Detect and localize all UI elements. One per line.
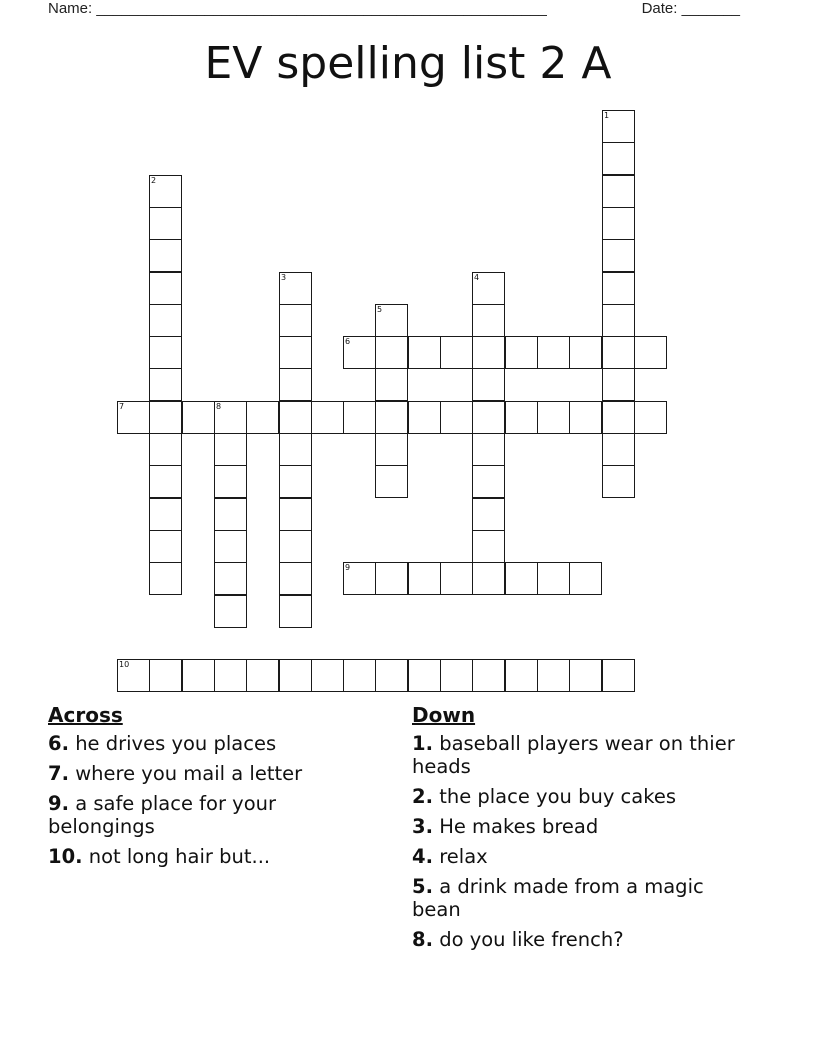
- grid-cell[interactable]: [505, 336, 538, 369]
- grid-cell[interactable]: [279, 498, 312, 531]
- grid-cell[interactable]: [149, 530, 182, 563]
- clue-text: he drives you places: [75, 732, 277, 755]
- grid-cell[interactable]: [149, 401, 182, 434]
- grid-cell[interactable]: [472, 659, 505, 692]
- grid-cell[interactable]: [472, 401, 505, 434]
- grid-cell[interactable]: [440, 562, 473, 595]
- clue-text: the place you buy cakes: [439, 785, 676, 808]
- grid-cell[interactable]: [375, 368, 408, 401]
- grid-cell[interactable]: [149, 207, 182, 240]
- grid-cell[interactable]: [375, 433, 408, 466]
- grid-cell[interactable]: [214, 530, 247, 563]
- clue-number: 10.: [48, 845, 83, 868]
- clue-number-label: 9: [345, 563, 351, 572]
- date-field-label[interactable]: Date: _______: [641, 0, 740, 17]
- across-clue: [48, 732, 378, 755]
- grid-cell[interactable]: [440, 401, 473, 434]
- grid-cell[interactable]: [149, 498, 182, 531]
- grid-cell[interactable]: [537, 401, 570, 434]
- clue-text: baseball players wear on thier heads: [412, 732, 735, 778]
- grid-cell[interactable]: [343, 659, 376, 692]
- down-clue: [412, 928, 752, 951]
- grid-cell[interactable]: [505, 562, 538, 595]
- grid-cell[interactable]: [343, 336, 376, 369]
- grid-cell[interactable]: [569, 336, 602, 369]
- clue-number: 5.: [412, 875, 433, 898]
- down-heading: Down: [412, 703, 476, 727]
- grid-cell[interactable]: [472, 530, 505, 563]
- grid-cell[interactable]: [246, 659, 279, 692]
- name-field-label[interactable]: Name: ______________________________________________________: [48, 0, 547, 17]
- grid-cell[interactable]: [214, 659, 247, 692]
- grid-cell[interactable]: [214, 562, 247, 595]
- grid-cell[interactable]: [311, 659, 344, 692]
- grid-cell[interactable]: [602, 239, 635, 272]
- grid-cell[interactable]: [149, 433, 182, 466]
- grid-cell[interactable]: [149, 239, 182, 272]
- grid-cell[interactable]: [440, 659, 473, 692]
- clue-number-label: 4: [474, 273, 480, 282]
- grid-cell[interactable]: [602, 659, 635, 692]
- grid-cell[interactable]: [634, 336, 667, 369]
- clue-text: a safe place for your belongings: [48, 792, 277, 838]
- grid-cell[interactable]: [279, 659, 312, 692]
- grid-cell[interactable]: [149, 562, 182, 595]
- across-heading: Across: [48, 703, 123, 727]
- grid-cell[interactable]: [246, 401, 279, 434]
- clue-number-label: 8: [216, 402, 222, 411]
- clue-text: not long hair but...: [88, 845, 271, 868]
- down-clue: [412, 732, 752, 778]
- down-clue: [412, 785, 752, 808]
- down-clues: [412, 702, 752, 958]
- grid-cell[interactable]: [343, 562, 376, 595]
- grid-cell[interactable]: [602, 433, 635, 466]
- grid-cell[interactable]: [602, 465, 635, 498]
- clue-number-label: 6: [345, 337, 351, 346]
- grid-cell[interactable]: [569, 562, 602, 595]
- grid-cell[interactable]: [537, 659, 570, 692]
- clue-text: relax: [439, 845, 488, 868]
- clue-number-label: 5: [377, 305, 383, 314]
- grid-cell[interactable]: [279, 304, 312, 337]
- page-title: EV spelling list 2 A: [204, 38, 612, 89]
- grid-cell[interactable]: [149, 465, 182, 498]
- grid-cell[interactable]: [602, 368, 635, 401]
- grid-cell[interactable]: [602, 304, 635, 337]
- grid-cell[interactable]: [602, 272, 635, 305]
- clue-number: 4.: [412, 845, 433, 868]
- grid-cell[interactable]: [375, 465, 408, 498]
- grid-cell[interactable]: [117, 659, 150, 692]
- grid-cell[interactable]: [375, 659, 408, 692]
- grid-cell[interactable]: [214, 433, 247, 466]
- clue-number-label: 3: [281, 273, 287, 282]
- grid-cell[interactable]: [537, 562, 570, 595]
- clue-text: where you mail a letter: [75, 762, 303, 785]
- across-clues: [48, 702, 378, 875]
- grid-cell[interactable]: [279, 562, 312, 595]
- grid-cell[interactable]: [472, 498, 505, 531]
- grid-cell[interactable]: [214, 401, 247, 434]
- grid-cell[interactable]: [375, 562, 408, 595]
- down-clue: [412, 815, 752, 838]
- grid-cell[interactable]: [279, 272, 312, 305]
- clue-number: 8.: [412, 928, 433, 951]
- grid-cell[interactable]: [408, 401, 441, 434]
- grid-cell[interactable]: [408, 336, 441, 369]
- grid-cell[interactable]: [149, 368, 182, 401]
- clue-number: 7.: [48, 762, 69, 785]
- clue-number-label: 2: [151, 176, 157, 185]
- down-clue: [412, 875, 752, 921]
- grid-cell[interactable]: [149, 659, 182, 692]
- grid-cell[interactable]: [602, 110, 635, 143]
- across-clue: [48, 762, 378, 785]
- grid-cell[interactable]: [375, 304, 408, 337]
- grid-cell[interactable]: [214, 595, 247, 628]
- across-clue: [48, 845, 378, 868]
- across-clue: [48, 792, 378, 838]
- grid-cell[interactable]: [505, 401, 538, 434]
- grid-cell[interactable]: [279, 401, 312, 434]
- grid-cell[interactable]: [149, 175, 182, 208]
- grid-cell[interactable]: [569, 659, 602, 692]
- grid-cell[interactable]: [214, 465, 247, 498]
- grid-cell[interactable]: [472, 304, 505, 337]
- grid-cell[interactable]: [472, 336, 505, 369]
- clue-number: 2.: [412, 785, 433, 808]
- clue-text: He makes bread: [439, 815, 599, 838]
- grid-cell[interactable]: [440, 336, 473, 369]
- grid-cell[interactable]: [602, 336, 635, 369]
- grid-cell[interactable]: [311, 401, 344, 434]
- grid-cell[interactable]: [279, 530, 312, 563]
- grid-cell[interactable]: [375, 401, 408, 434]
- clue-number-label: 7: [119, 402, 125, 411]
- clue-number: 6.: [48, 732, 69, 755]
- clue-text: a drink made from a magic bean: [412, 875, 704, 921]
- grid-cell[interactable]: [214, 498, 247, 531]
- grid-cell[interactable]: [634, 401, 667, 434]
- grid-cell[interactable]: [472, 433, 505, 466]
- grid-cell[interactable]: [569, 401, 602, 434]
- grid-cell[interactable]: [279, 336, 312, 369]
- clue-number: 3.: [412, 815, 433, 838]
- grid-cell[interactable]: [149, 304, 182, 337]
- grid-cell[interactable]: [279, 433, 312, 466]
- grid-cell[interactable]: [279, 465, 312, 498]
- grid-cell[interactable]: [505, 659, 538, 692]
- grid-cell[interactable]: [279, 595, 312, 628]
- grid-cell[interactable]: [182, 659, 215, 692]
- grid-cell[interactable]: [117, 401, 150, 434]
- grid-cell[interactable]: [602, 142, 635, 175]
- clue-number: 9.: [48, 792, 69, 815]
- grid-cell[interactable]: [375, 336, 408, 369]
- grid-cell[interactable]: [149, 336, 182, 369]
- clue-number: 1.: [412, 732, 433, 755]
- grid-cell[interactable]: [149, 272, 182, 305]
- grid-cell[interactable]: [408, 659, 441, 692]
- grid-cell[interactable]: [182, 401, 215, 434]
- grid-cell[interactable]: [279, 368, 312, 401]
- grid-cell[interactable]: [537, 336, 570, 369]
- down-clue: [412, 845, 752, 868]
- grid-cell[interactable]: [472, 368, 505, 401]
- grid-cell[interactable]: [408, 562, 441, 595]
- grid-cell[interactable]: [472, 465, 505, 498]
- grid-cell[interactable]: [602, 401, 635, 434]
- clue-number-label: 1: [604, 111, 610, 120]
- grid-cell[interactable]: [602, 175, 635, 208]
- grid-cell[interactable]: [602, 207, 635, 240]
- grid-cell[interactable]: [472, 562, 505, 595]
- grid-cell[interactable]: [472, 272, 505, 305]
- grid-cell[interactable]: [343, 401, 376, 434]
- clue-number-label: 10: [119, 660, 130, 669]
- clue-text: do you like french?: [439, 928, 624, 951]
